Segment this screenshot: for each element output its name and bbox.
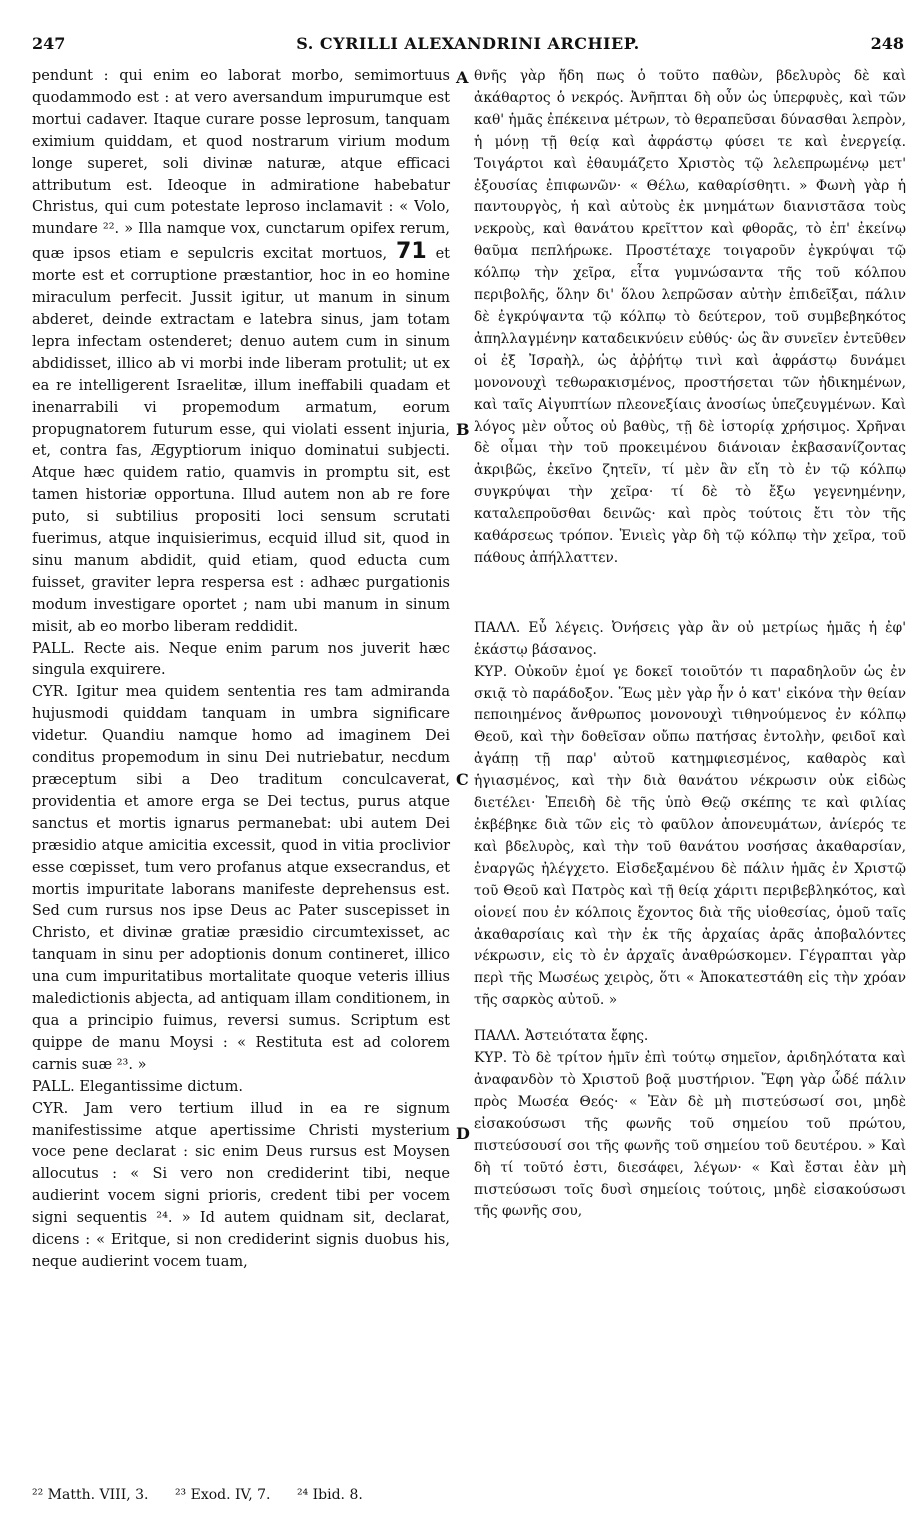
latin-paragraph-2: PALL. Recte ais. Neque enim parum nos juverit hæc singula exquirere. [32, 640, 450, 679]
running-title: S. CYRILLI ALEXANDRINI ARCHIEP. [296, 34, 640, 53]
greek-paragraph-5: ΚΥΡ. Τὸ δὲ τρίτον ἡμῖν ἐπὶ τούτῳ σημεῖον, ἀριδηλότατα καὶ ἀναφανδὸν τὸ Χριστοῦ βοᾷ μυστήριον. Ἔφη γὰρ ὧδέ πάλιν πρὸς Μωσέα Θεός· « Ἐὰν δὲ μὴ πιστεύσωσί σοι, μηδὲ εἰσακούσωσι τῆς φωνῆς τοῦ σημείου τοῦ πρώτου, πιστεύσουσί σοι τῆς φωνῆς τοῦ σημείου τοῦ δευτέρου. » Καὶ δὴ τί τοῦτό ἐστι, διεσάφει, λέγων· « Καὶ ἔσται ἐὰν μὴ πιστεύσωσι τοῖς δυσὶ σημείοις τούτοις, μηδὲ εἰσακούσωσι τῆς φωνῆς σου, [474, 1050, 906, 1220]
section-marker-b: B [456, 420, 470, 439]
latin-paragraph-1b: et morte est et corruptione præstantior, hoc in eo homine miraculum perfecit. Jussit igitur, ut manum in sinum abderet, deinde extractam e latebra sinus, jam totam lepra infectam ostenderet; denuo autem cum in sinum abdidisset, illico ab vi morbi inde liberam protulit; ut ex ea re intelligerent Israelitæ, illum ineffabili quadam et inenarrabili vi propemodum armatum, eorum propugnatorem futurum esse, qui violati essent injuria, et, contra fas, Ægyptiorum iniquo dominatui subjecti. Atque hæc quidem ratio, quamvis in promptu sit, est tamen historiæ opportuna. Illud autem non ab re fore puto, si subtilius propositi loci sensum scrutati fuerimus, atque inquisierimus, ecquid illud sit, quod in sinu manum abdidit, quid etiam, quod educta cum fuisset, graviter lepra respersa est : adhæc purgationis modum investigare oportet ; nam ubi manum in sinum misit, ab eo morbo liberam reddidit. [32, 246, 451, 635]
running-header [32, 34, 904, 60]
footnotes [32, 1487, 462, 1503]
greek-column [474, 66, 906, 1223]
margin-number: 71 [396, 239, 427, 265]
latin-paragraph-1 [32, 66, 450, 639]
page-number-right: 248 [870, 34, 904, 53]
section-marker-c: C [456, 770, 469, 789]
latin-paragraph-5: CYR. Jam vero tertium illud in ea re signum manifestissime atque apertissime Christi mysterium voce pene declarat : sic enim Deus rursus est Moysen allocutus : « Si vero non crediderint tibi, neque audierint vocem signi prioris, credent tibi per vocem signi sequentis ²⁴. » Id autem quidnam sit, declarat, dicens : « Eritque, si non crediderint signis duobus his, neque audierint vocem tuam, [32, 1100, 450, 1270]
latin-paragraph-4: PALL. Elegantissime dictum. [32, 1078, 243, 1095]
greek-paragraph-3: ΚΥΡ. Οὐκοῦν ἐμοί γε δοκεῖ τοιοῦτόν τι παραδηλοῦν ὡς ἐν σκιᾷ τὸ παράδοξον. Ἕως μὲν γὰρ ἦν ὁ κατ' εἰκόνα τὴν θείαν πεποιημένος ἄνθρωπος μονονουχὶ τιθηνούμενος ἐν κόλπῳ Θεοῦ, καὶ τὴν δοθεῖσαν οὔπω πατήσας ἐντολὴν, φειδοῖ καὶ ἀγάπῃ τῇ παρ' αὐτοῦ κατημφιεσμένος, καθαρὸς καὶ ἡγιασμένος, καὶ τὴν διὰ θανάτου νέκρωσιν οὐκ εἰδὼς διετέλει· Ἐπειδὴ δὲ τῆς ὑπὸ Θεῷ σκέπης τε καὶ φιλίας ἐκβέβηκε διὰ τῶν εἰς τὸ φαῦλον ἀπονευμάτων, ἀνίερός τε καὶ βδελυρὸς, καὶ τὴν τοῦ θανάτου νοσήσας ἀκαθαρσίαν, ἐναργῶς ἠλέγχετο. Εἰσδεξαμένου δὲ πάλιν ἡμᾶς ἐν Χριστῷ τοῦ Θεοῦ καὶ Πατρὸς καὶ τῇ θείᾳ χάριτι περιβεβληκότος, καὶ οἱονεί που ἐν κόλποις ἔχοντος διὰ τῆς υἱοθεσίας, ὁμοῦ ταῖς ἀκαθαρσίαις καὶ τὴν ἐκ τῆς ἀρχαίας ἀρᾶς ἀποβαλόντες νέκρωσιν, εἰς τὸ ἐν ἀρχαῖς ἀναθρώσκομεν. Γέγραπται γὰρ περὶ τῆς Μωσέως χειρὸς, ὅτι « Ἀποκατεστάθη εἰς τὴν χρόαν τῆς σαρκὸς αὐτοῦ. » [474, 663, 906, 1009]
latin-paragraph-1a: pendunt : qui enim eo laborat morbo, semimortuus quodammodo est : at vero aversandum impurumque est mortui cadaver. Itaque curare posse leprosum, tanquam eximium quiddam, et quod nostrarum virium modum longe superet, soli divinæ naturæ, atque efficaci attributum est. Ideoque in admiratione habebatur Christus, qui cum potestate leproso inclamavit : « Volo, mundare ²². » Illa namque vox, cunctarum opifex rerum, quæ ipsos etiam e sepulcris excitat mortuos, [32, 68, 450, 263]
section-marker-a: A [456, 68, 469, 87]
footnote-24: ²⁴ Ibid. 8. [296, 1487, 363, 1503]
footnote-23: ²³ Exod. IV, 7. [174, 1487, 271, 1503]
greek-paragraph-1: θνῆς γὰρ ἤδη πως ὁ τοῦτο παθὼν, βδελυρὸς δὲ καὶ ἀκάθαρτος ὁ νεκρός. Ἀνῆπται δὴ οὖν ὡς ὑπερφυὲς, καὶ τῶν καθ' ἡμᾶς ἐπέκεινα μέτρων, τὸ θεραπεῦσαι δύνασθαι λεπρὸν, ἡ μόνῃ τῇ θείᾳ καὶ ἀφράστῳ φύσει τε καὶ ἐνεργείᾳ. Τοιγάρτοι καὶ ἐθαυμάζετο Χριστὸς τῷ λελεπρωμένῳ μετ' ἐξουσίας ἐπιφωνῶν· « Θέλω, καθαρίσθητι. » Φωνὴ γὰρ ἡ παντουργὸς, ἡ καὶ αὐτοὺς ἐκ μνημάτων διανιστᾶσα τοὺς νεκροὺς, καὶ θανάτου κρεῖττον καὶ φθορᾶς, τὸ ἐπ' ἐκείνῳ θαῦμα πεπλήρωκε. Προστέταχε τοιγαροῦν ἐγκρύψαι τῷ κόλπῳ τὴν χεῖρα, εἶτα γυμνώσαντα τῆς τοῦ κόλπου περιβολῆς, ὅλην δι' ὅλου λεπρῶσαν αὐτὴν ἐπιδεῖξαι, πάλιν δὲ ἐγκρύψαντα τῷ κόλπῳ τὸ δεύτερον, τοῦ συμβεβηκότος ἀπηλλαγμένην καταδεικνύειν εὐθύς· ὡς ἂν συνεῖεν ἐντεῦθεν οἱ ἐξ Ἰσραὴλ, ὡς ἀῤῥήτῳ τινὶ καὶ ἀφράστῳ δυνάμει μονονουχὶ τεθωρακισμένος, προστήσεται τῶν ἠδικημένων, καὶ ταῖς Αἰγυπτίων πλεονεξίαις ἀνοσίως ὑπεζευγμένων. Καὶ λόγος μὲν οὗτος οὐ βαθὺς, τῇ δὲ ἱστορίᾳ χρήσιμος. Χρῆναι δὲ οἶμαι τὴν τοῦ προκειμένου διάνοιαν ἐκβασανίζοντας ἀκριβῶς, ἐκεῖνο ζητεῖν, τί μὲν ἂν εἴη τὸ ἐν τῷ κόλπῳ συγκρύψαι τὴν χεῖρα· τί δὲ τὸ ἔξω γεγενημένην, καταλεπροῦσθαι δεινῶς· καὶ πρὸς τούτοις ἔτι τὸν τῆς καθάρσεως τρόπον. Ἐνιεὶς γὰρ δὴ τῷ κόλπῳ τὴν χεῖρα, τοῦ πάθους ἀπήλλαττεν. [474, 68, 906, 566]
greek-paragraph-2: ΠΑΛΛ. Εὖ λέγεις. Ὀνήσεις γὰρ ἂν οὐ μετρίως ἡμᾶς ἡ ἐφ' ἑκάστῳ βάσανος. [474, 619, 906, 658]
page-number-left: 247 [32, 34, 66, 53]
section-marker-d: D [456, 1124, 470, 1143]
latin-paragraph-3: CYR. Igitur mea quidem sententia res tam admiranda hujusmodi quiddam tanquam in umbra significare videtur. Quandiu namque homo ad imaginem Dei conditus propemodum in sinu Dei nutriebatur, necdum præceptum sibi a Deo traditum conculcaverat, providentia et amore erga se Dei tectus, purus atque sanctus et mortis ignarus permanebat: ubi autem Dei præsidio atque amicitia excessit, quod in vitia proclivior esse cœpisset, tum vero profanus atque exsecrandus, et mortis impuritate laborans manifeste deprehensus est. Sed cum rursus nos ipse Deus ac Pater suscepisset in Christo, et divinæ gratiæ præsidio circumtexisset, ac tanquam in sinu per adoptionis donum contineret, illico una cum impuritatibus mortalitate quoque veteris illius maledictionis abjecta, ad antiquam illam conditionem, in qua a principio fuimus, reversi sumus. Scriptum est quippe de manu Moysi : « Restituta est ad colorem carnis suæ ²³. » [32, 684, 450, 1073]
footnote-22: ²² Matth. VIII, 3. [32, 1487, 149, 1503]
latin-column [32, 66, 450, 1274]
greek-paragraph-4: ΠΑΛΛ. Ἀστειότατα ἔφης. [474, 1028, 649, 1045]
